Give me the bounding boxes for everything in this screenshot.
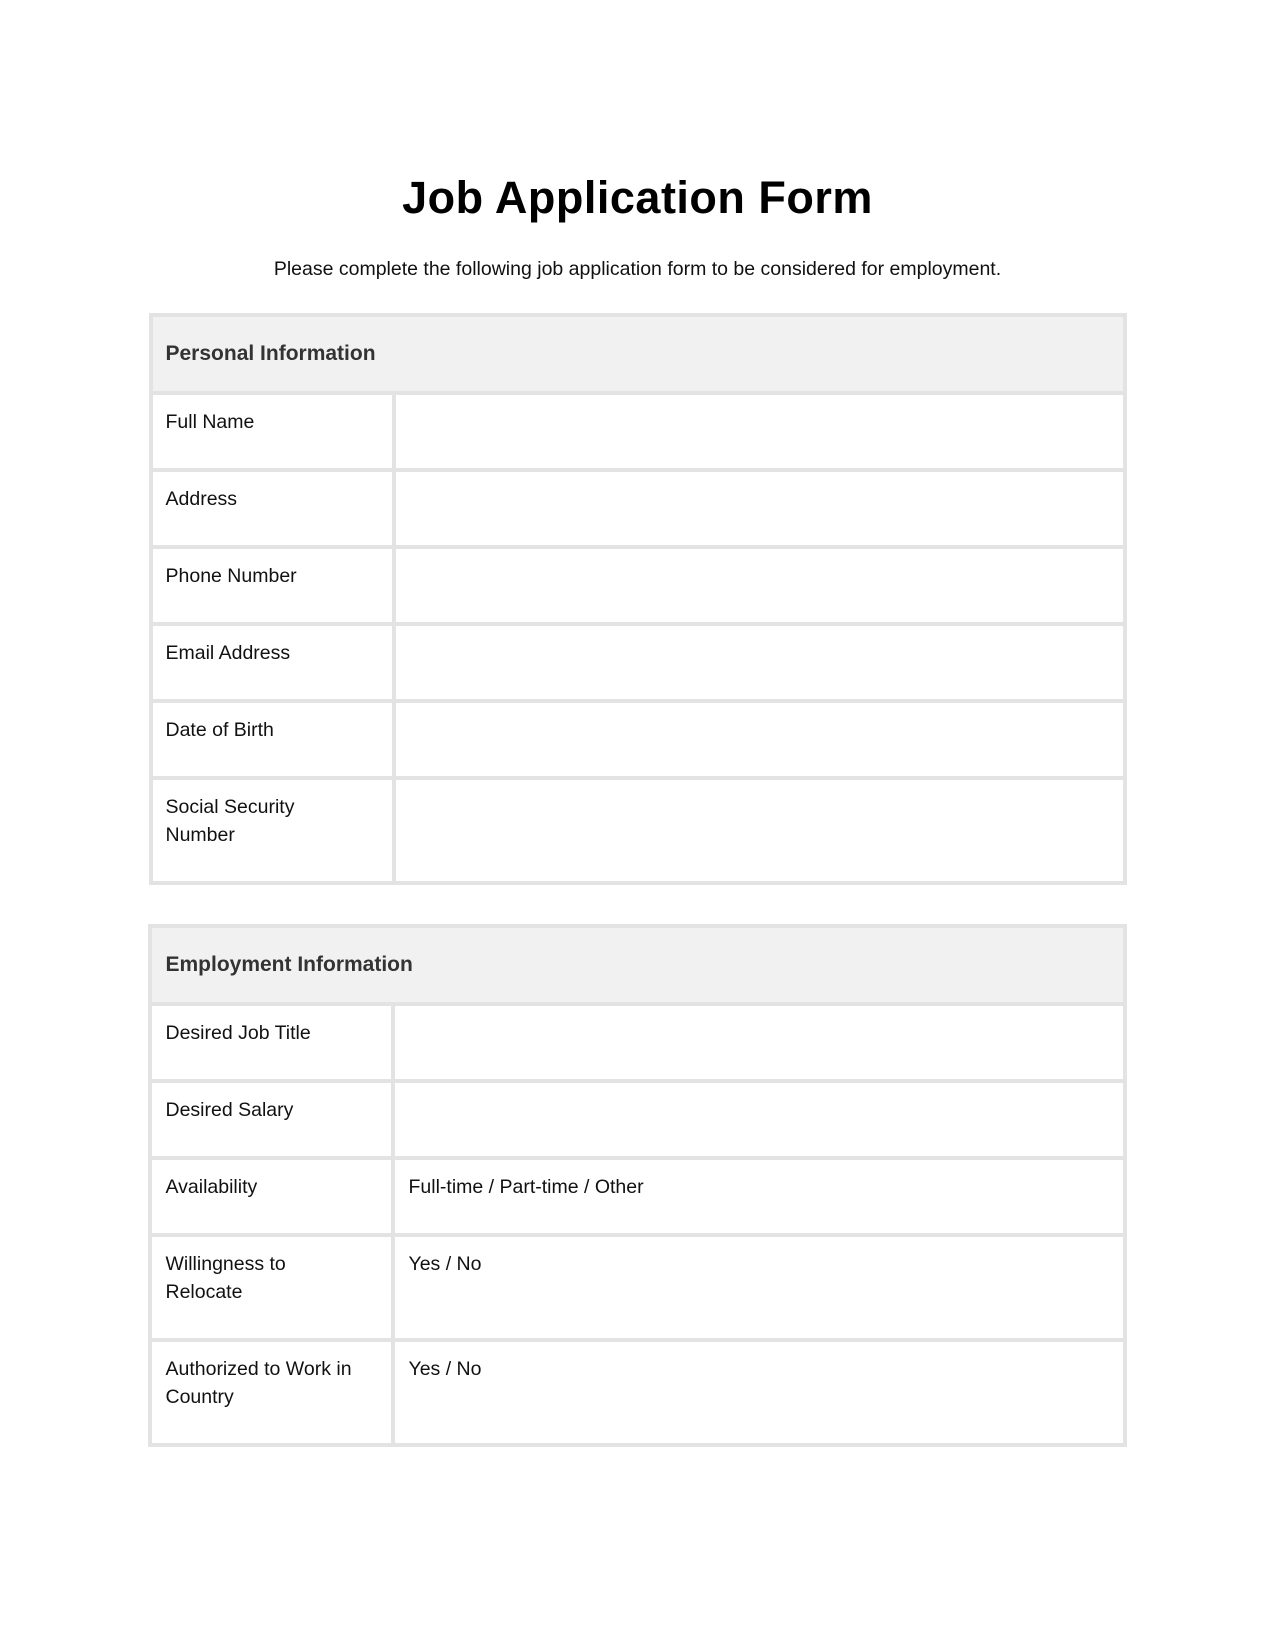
employment-section-title: Employment Information: [150, 926, 1124, 1004]
row-desired-salary: [150, 1081, 1124, 1158]
row-social-security-number: [151, 778, 1125, 883]
field-value-phone-number: [394, 547, 1125, 624]
row-full-name: [151, 393, 1125, 470]
field-value-availability: Full-time / Part-time / Other: [393, 1158, 1124, 1235]
personal-section-header-row: [151, 315, 1125, 393]
field-label-date-of-birth: Date of Birth: [151, 701, 394, 778]
field-value-email-address: [394, 624, 1125, 701]
field-label-authorized-to-work: Authorized to Work in Country: [150, 1340, 393, 1445]
field-value-willingness-to-relocate: Yes / No: [393, 1235, 1124, 1340]
row-email-address: [151, 624, 1125, 701]
page-subtitle: Please complete the following job application form to be considered for employment.: [273, 258, 1002, 280]
field-label-desired-job-title: Desired Job Title: [150, 1004, 393, 1081]
field-label-willingness-to-relocate: Willingness to Relocate: [150, 1235, 393, 1340]
row-phone-number: [151, 547, 1125, 624]
row-availability: [150, 1158, 1124, 1235]
page-title: Job Application Form: [402, 172, 873, 223]
field-label-phone-number: Phone Number: [151, 547, 394, 624]
row-date-of-birth: [151, 701, 1125, 778]
field-value-full-name: [394, 393, 1125, 470]
row-desired-job-title: [150, 1004, 1124, 1081]
row-willingness-to-relocate: [150, 1235, 1124, 1340]
field-label-desired-salary: Desired Salary: [150, 1081, 393, 1158]
row-authorized-to-work: [150, 1340, 1124, 1445]
field-value-authorized-to-work: Yes / No: [393, 1340, 1124, 1445]
field-label-full-name: Full Name: [151, 393, 394, 470]
employment-information-table: [148, 924, 1126, 1447]
field-value-desired-salary: [393, 1081, 1124, 1158]
field-value-address: [394, 470, 1125, 547]
field-value-desired-job-title: [393, 1004, 1124, 1081]
personal-section-title: Personal Information: [151, 315, 1125, 393]
field-value-social-security-number: [394, 778, 1125, 883]
personal-information-table: [149, 313, 1127, 885]
field-label-availability: Availability: [150, 1158, 393, 1235]
field-label-social-security-number: Social Security Number: [151, 778, 394, 883]
field-label-email-address: Email Address: [151, 624, 394, 701]
employment-section-header-row: [150, 926, 1124, 1004]
row-address: [151, 470, 1125, 547]
field-value-date-of-birth: [394, 701, 1125, 778]
field-label-address: Address: [151, 470, 394, 547]
